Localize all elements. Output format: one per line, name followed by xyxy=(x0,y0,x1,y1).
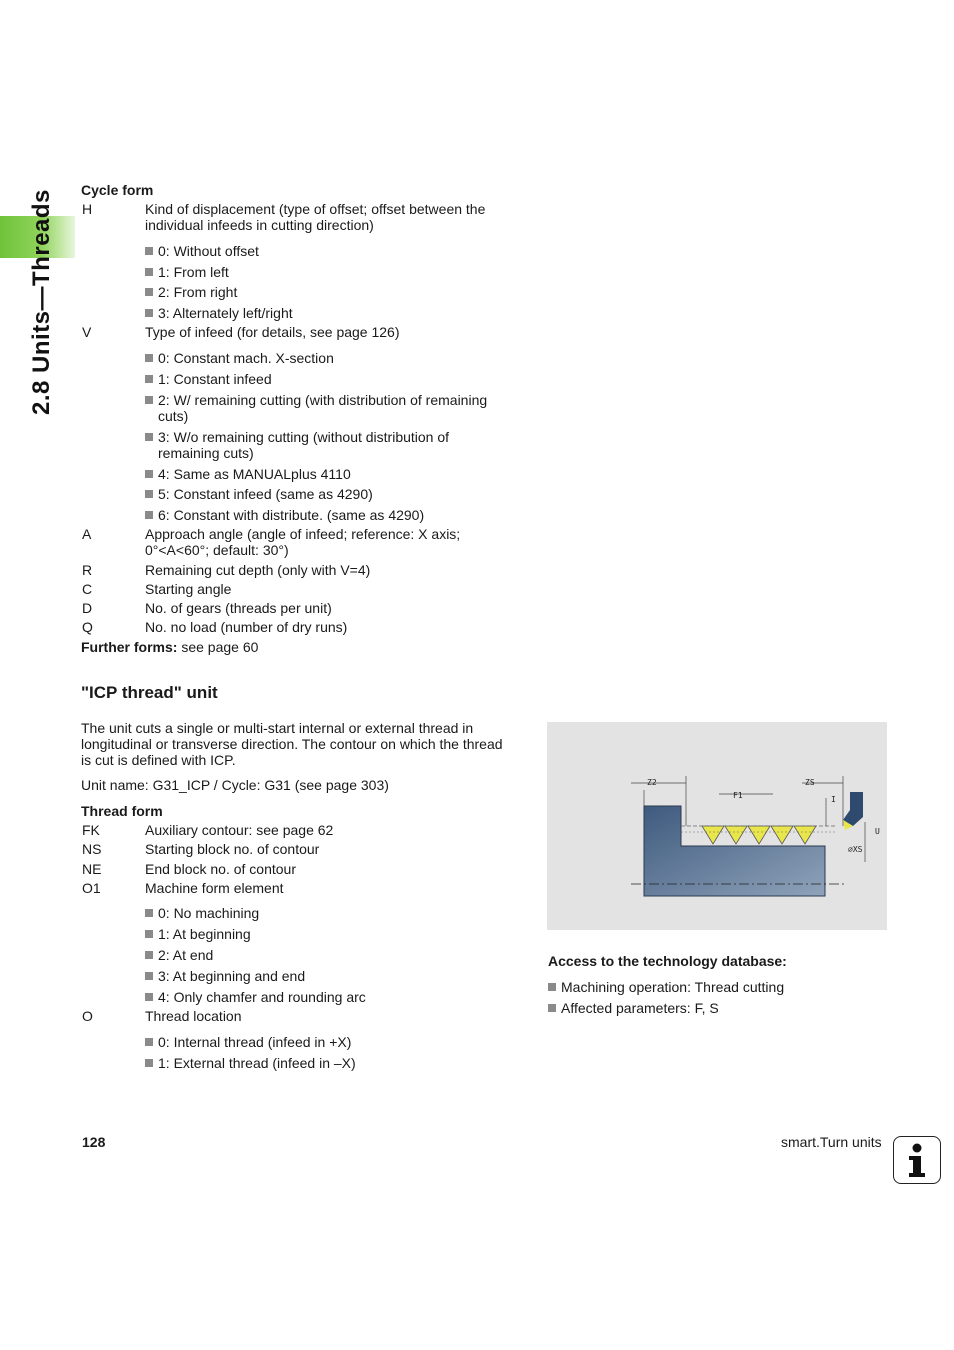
param-key-q: Q xyxy=(82,619,93,635)
thread-form-heading: Thread form xyxy=(81,803,163,819)
list-item: 4: Same as MANUALplus 4110 xyxy=(145,466,351,482)
tech-db-heading: Access to the technology database: xyxy=(548,953,787,969)
list-item: Affected parameters: F, S xyxy=(548,1000,719,1016)
list-item: 1: At beginning xyxy=(145,926,251,942)
param-desc-r: Remaining cut depth (only with V=4) xyxy=(145,562,371,578)
thread-diagram xyxy=(547,722,887,930)
unit-name: Unit name: G31_ICP / Cycle: G31 (see page 303) xyxy=(81,777,389,793)
param-key-r: R xyxy=(82,562,93,578)
param-desc-q: No. no load (number of dry runs) xyxy=(145,619,348,635)
list-item: 4: Only chamfer and rounding arc xyxy=(145,989,366,1005)
param-desc-ns: Starting block no. of contour xyxy=(145,841,320,857)
chapter-side-title: 2.8 Units—Threads xyxy=(28,189,55,415)
list-item: 2: At end xyxy=(145,947,213,963)
label-i: I xyxy=(831,795,836,804)
list-item: 0: Internal thread (infeed in +X) xyxy=(145,1034,351,1050)
param-desc-fk: Auxiliary contour: see page 62 xyxy=(145,822,334,838)
param-desc-c: Starting angle xyxy=(145,581,232,597)
further-forms: Further forms: see page 60 xyxy=(81,639,259,655)
cycle-form-heading: Cycle form xyxy=(81,182,154,198)
param-desc-o1: Machine form element xyxy=(145,880,284,896)
list-item: 5: Constant infeed (same as 4290) xyxy=(145,486,373,502)
list-item: 3: W/o remaining cutting (without distribution of remaining cuts) xyxy=(145,429,449,461)
param-key-d: D xyxy=(82,600,93,616)
param-desc-d: No. of gears (threads per unit) xyxy=(145,600,332,616)
footer-section: smart.Turn units xyxy=(781,1134,882,1150)
list-item: 6: Constant with distribute. (same as 4290) xyxy=(145,507,424,523)
label-zs: ZS xyxy=(805,778,815,787)
section-heading: "ICP thread" unit xyxy=(81,683,218,702)
param-key-o1: O1 xyxy=(82,880,101,896)
param-key-ne: NE xyxy=(82,861,102,877)
param-desc-h: Kind of displacement (type of offset; offset between the individual infeeds in cutting direction) xyxy=(145,201,486,233)
list-item: 3: At beginning and end xyxy=(145,968,305,984)
label-xs: ⌀XS xyxy=(848,845,863,854)
list-item: 0: Constant mach. X-section xyxy=(145,350,334,366)
list-item: 3: Alternately left/right xyxy=(145,305,293,321)
param-desc-o: Thread location xyxy=(145,1008,242,1024)
list-item: Machining operation: Thread cutting xyxy=(548,979,784,995)
param-desc-ne: End block no. of contour xyxy=(145,861,296,877)
param-key-a: A xyxy=(82,526,92,542)
list-item: 1: From left xyxy=(145,264,229,280)
param-desc-a: Approach angle (angle of infeed; reference: X axis; 0°<A<60°; default: 30°) xyxy=(145,526,461,558)
list-item: 0: No machining xyxy=(145,905,259,921)
label-z2: Z2 xyxy=(647,778,657,787)
list-item: 0: Without offset xyxy=(145,243,259,259)
list-item: 2: W/ remaining cutting (with distribution of remaining cuts) xyxy=(145,392,487,424)
page-number: 128 xyxy=(82,1134,106,1150)
list-item: 2: From right xyxy=(145,284,237,300)
param-key-c: C xyxy=(82,581,93,597)
icp-intro: The unit cuts a single or multi-start internal or external thread in longitudinal or transverse direction. The contour on which the thread is cut is defined with ICP. xyxy=(81,720,503,768)
param-desc-v: Type of infeed (for details, see page 126) xyxy=(145,324,400,340)
list-item: 1: External thread (infeed in –X) xyxy=(145,1055,356,1071)
list-item: 1: Constant infeed xyxy=(145,371,272,387)
param-key-ns: NS xyxy=(82,841,102,857)
label-u: U xyxy=(875,827,880,836)
param-key-o: O xyxy=(82,1008,93,1024)
param-key-v: V xyxy=(82,324,92,340)
info-i-icon xyxy=(893,1136,941,1184)
param-key-fk: FK xyxy=(82,822,100,838)
label-f1: F1 xyxy=(733,791,743,800)
param-key-h: H xyxy=(82,201,93,217)
